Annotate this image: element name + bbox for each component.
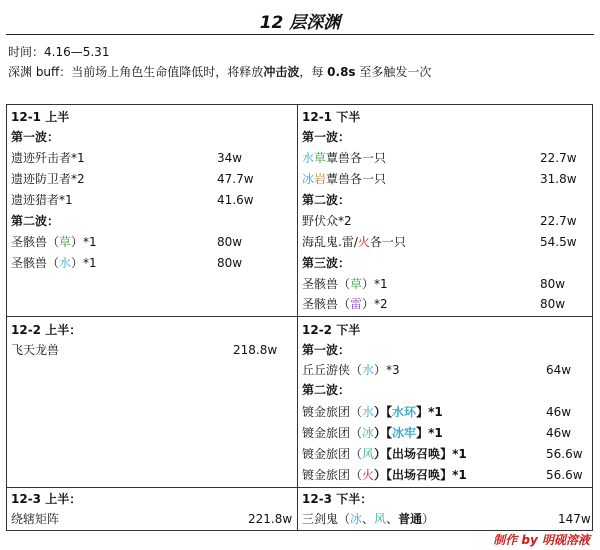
enemy-count: ）*1 (362, 277, 388, 291)
element-tag: 水 (362, 363, 375, 377)
cell-header: 12-2 下半 (302, 323, 361, 337)
cell-header: 12-2 上半： (11, 323, 82, 337)
element-tag: 冰 (362, 426, 375, 440)
enemy-name: 绕辖矩阵 (11, 512, 60, 526)
element-tag: 冰 (302, 172, 315, 186)
enemy-hp: 64w (546, 363, 572, 377)
enemy-hp: 80w (217, 235, 243, 249)
wave-label: 第二波： (302, 383, 351, 397)
time-value: 4.16—5.31 (44, 45, 110, 59)
element-tag: 火 (357, 235, 370, 249)
element-tag: 水 (302, 151, 315, 165)
enemy-row (302, 510, 591, 528)
wave-label: 第二波： (302, 193, 351, 207)
cell-header: 12-1 下半 (302, 110, 361, 124)
enemy-name: 海乱鬼.雷/ (302, 235, 358, 249)
cell-header: 12-3 上半： (11, 492, 82, 506)
enemy-name: 镀金旅团（ (302, 468, 363, 482)
cell-12-3-lower (298, 488, 592, 530)
mechanic-tag: 冰牢 (392, 426, 417, 440)
cell-header: 12-1 上半 (11, 110, 70, 124)
enemy-row (11, 191, 254, 209)
enemy-row (302, 403, 572, 421)
enemy-row (11, 510, 293, 528)
enemy-hp: 46w (546, 405, 572, 419)
wave-label: 第一波： (302, 343, 351, 357)
enemy-hp: 221.8w (248, 512, 293, 526)
element-tag: 风 (374, 512, 387, 526)
enemy-name: 遗迹歼击者*1 (11, 151, 85, 165)
enemy-hp: 31.8w (540, 172, 577, 186)
enemy-count: 】*1 (440, 447, 467, 461)
enemy-hp: 47.7w (217, 172, 254, 186)
enemy-hp: 56.6w (546, 468, 583, 482)
enemy-count: ）*3 (374, 363, 400, 377)
element-tag: 水 (362, 405, 375, 419)
enemy-name: 蕈兽各一只 (326, 172, 387, 186)
buff-suffix: 至多触发一次 (355, 65, 432, 79)
enemy-count: 各一只 (369, 235, 406, 249)
buff-cooldown: 0.8s (327, 65, 356, 79)
enemy-count: 】*1 (416, 405, 443, 419)
element-tag: 火 (362, 468, 375, 482)
enemy-hp: 41.6w (217, 193, 254, 207)
buff-mid: ，每 (299, 65, 328, 79)
time-label: 时间： (8, 45, 45, 59)
enemy-count: ） (422, 512, 435, 526)
element-tag: 水 (59, 256, 72, 270)
buff-prefix: 深渊 buff：当前场上角色生命值降低时，将释放 (8, 65, 264, 79)
enemy-name: 镀金旅团（ (302, 405, 363, 419)
cell-12-2-lower (298, 317, 592, 487)
enemy-hp: 22.7w (540, 151, 577, 165)
enemy-name: 镀金旅团（ (302, 447, 363, 461)
enemy-name: 野伏众*2 (302, 214, 352, 228)
enemy-name: 蕈兽各一只 (326, 151, 387, 165)
title-underline (6, 34, 594, 35)
wave-label: 第三波： (302, 256, 351, 270)
page-title: 12 层深渊 (259, 13, 341, 33)
enemy-row (11, 254, 243, 272)
element-tag: 雷 (350, 297, 363, 311)
enemy-count: ）*2 (362, 297, 388, 311)
enemy-name: 圣骸兽（ (11, 235, 60, 249)
enemy-hp: 80w (217, 256, 243, 270)
enemy-hp: 56.6w (546, 447, 583, 461)
enemy-hp: 46w (546, 426, 572, 440)
element-tag: 岩 (314, 172, 327, 186)
element-tag: 冰 (350, 512, 363, 526)
enemy-hp: 54.5w (540, 235, 577, 249)
wave-label: 第一波： (11, 130, 60, 144)
cell-12-3-upper (7, 488, 297, 530)
enemy-name: 遗迹防卫者*2 (11, 172, 85, 186)
time-line (8, 44, 109, 60)
enemy-count: ）*1 (71, 256, 97, 270)
cell-12-1-lower (298, 105, 592, 316)
enemy-name: 圣骸兽（ (11, 256, 60, 270)
wave-label: 第一波： (302, 130, 351, 144)
buff-skill: 冲击波 (263, 65, 300, 79)
cell-header: 12-3 下半： (302, 492, 373, 506)
element-tag: 草 (314, 151, 327, 165)
enemy-name: 圣骸兽（ (302, 297, 351, 311)
enemy-name: 圣骸兽（ (302, 277, 351, 291)
enemy-row (11, 233, 243, 251)
separator: 、 (362, 512, 375, 526)
enemy-hp: 218.8w (233, 343, 278, 357)
tag-open: ）【 (374, 468, 393, 482)
enemy-row (302, 445, 583, 463)
enemy-row (11, 170, 254, 188)
tag-open: ）【 (374, 426, 393, 440)
enemy-count: ）*1 (71, 235, 97, 249)
enemy-name: 遗迹猎者*1 (11, 193, 73, 207)
cell-12-1-upper (7, 105, 297, 316)
enemy-row (11, 341, 278, 359)
enemy-name: 丘丘游侠（ (302, 363, 363, 377)
mechanic-tag: 出场召唤 (392, 447, 441, 461)
enemy-hp: 80w (540, 277, 566, 291)
enemy-table (6, 104, 593, 531)
enemy-row (302, 275, 566, 293)
cell-12-2-upper (7, 317, 297, 487)
separator: 、 (386, 512, 399, 526)
tag-open: ）【 (374, 405, 393, 419)
element-tag: 草 (350, 277, 363, 291)
mechanic-tag: 水环 (392, 405, 417, 419)
enemy-name: 飞天龙兽 (11, 343, 60, 357)
tag-open: ）【 (374, 447, 393, 461)
enemy-row (302, 170, 577, 188)
enemy-hp: 34w (217, 151, 243, 165)
enemy-hp: 147w (558, 512, 591, 526)
enemy-name: 镀金旅团（ (302, 426, 363, 440)
enemy-row (302, 361, 572, 379)
wave-label: 第二波： (11, 214, 60, 228)
enemy-row (302, 149, 577, 167)
enemy-row (302, 295, 566, 313)
enemy-name: 三剑鬼（ (302, 512, 351, 526)
author-credit: 制作 by 明砚溶液 (493, 533, 590, 547)
enemy-row (302, 424, 572, 442)
element-tag: 草 (59, 235, 72, 249)
buff-line (8, 64, 431, 80)
enemy-count: 】*1 (440, 468, 467, 482)
enemy-count: 】*1 (416, 426, 443, 440)
enemy-row (302, 212, 577, 230)
enemy-row (302, 466, 583, 484)
enemy-row (11, 149, 243, 167)
element-tag: 普通 (398, 512, 423, 526)
enemy-hp: 80w (540, 297, 566, 311)
element-tag: 风 (362, 447, 375, 461)
enemy-hp: 22.7w (540, 214, 577, 228)
enemy-row (302, 233, 577, 251)
mechanic-tag: 出场召唤 (392, 468, 441, 482)
